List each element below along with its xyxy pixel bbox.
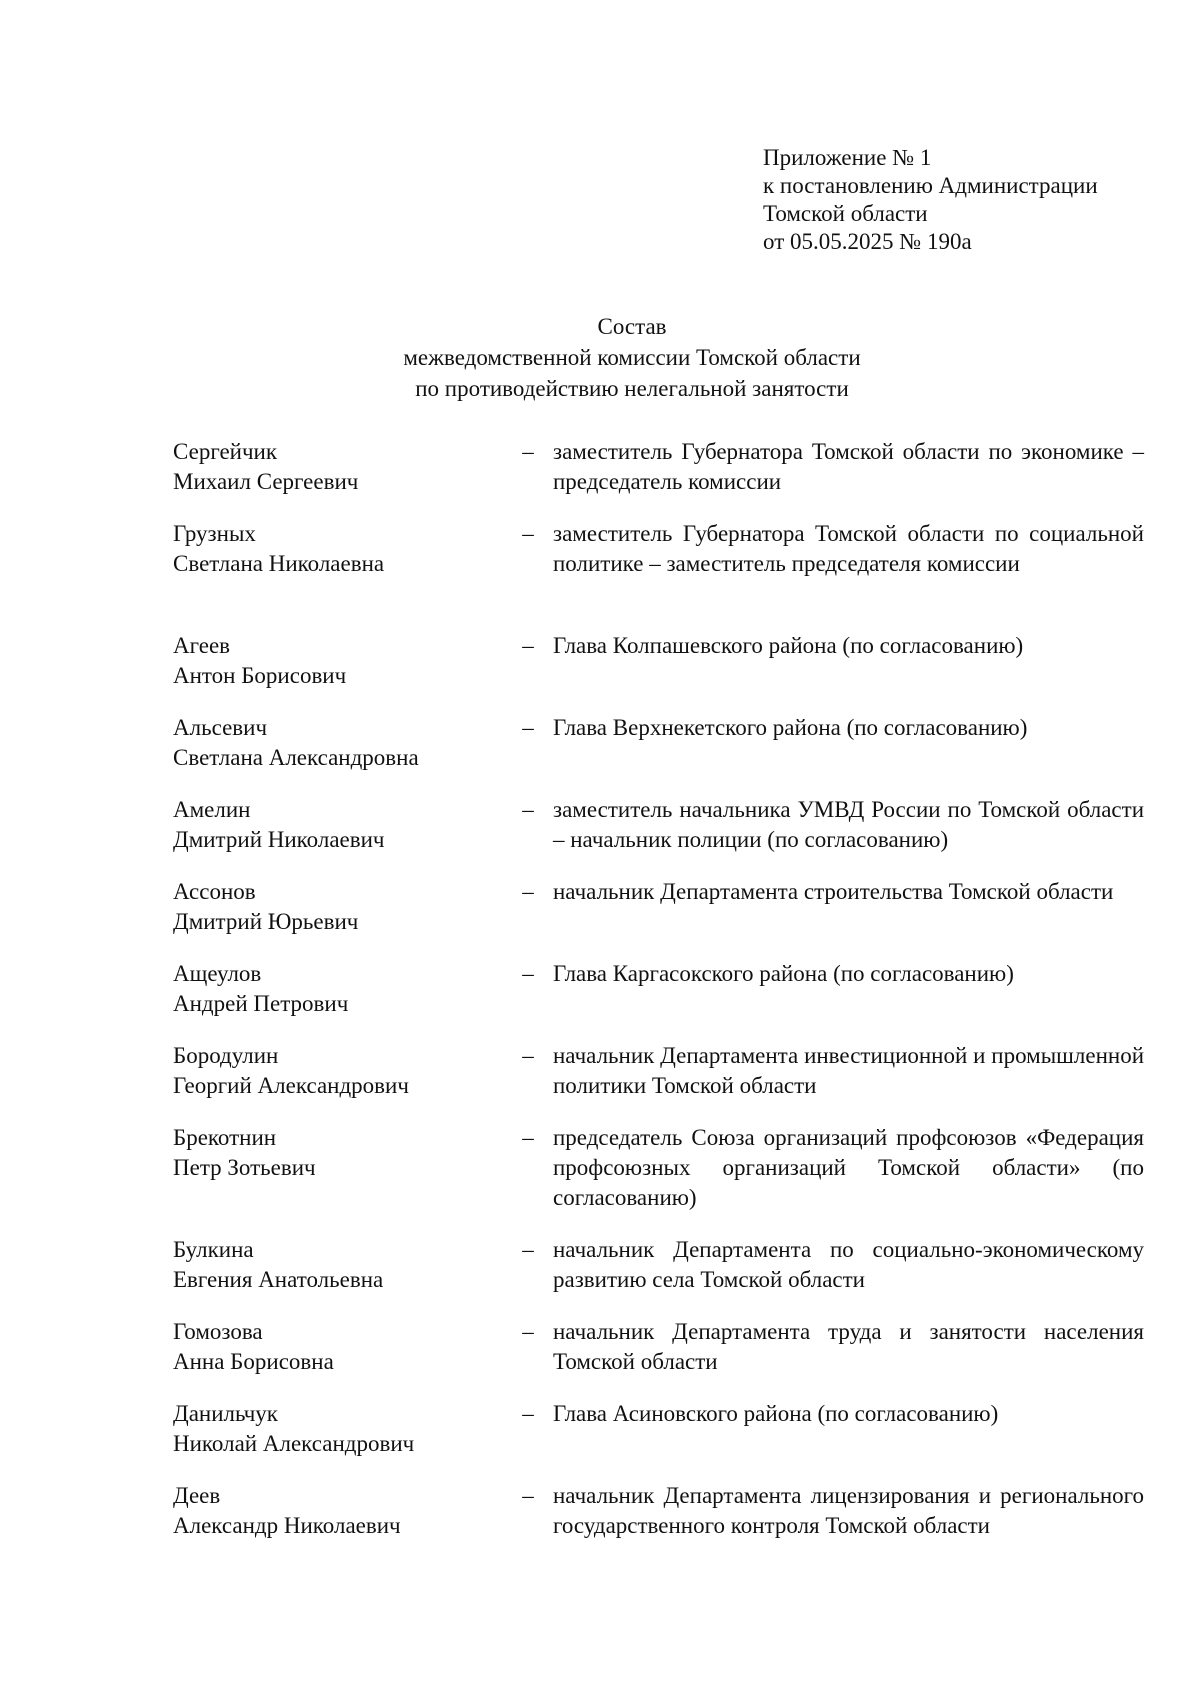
member-name	[173, 631, 503, 691]
member-name	[173, 1481, 503, 1541]
member-given-names: Александр Николаевич	[173, 1513, 401, 1538]
member-surname: Брекотнин	[173, 1125, 277, 1150]
member-name	[173, 519, 503, 579]
member-row	[173, 713, 1144, 795]
member-name	[173, 1399, 503, 1459]
member-given-names: Михаил Сергеевич	[173, 469, 359, 494]
members-list	[173, 437, 1144, 1593]
title-line-3: по противодействию нелегальной занятости	[415, 376, 849, 401]
member-row	[173, 877, 1144, 959]
member-name	[173, 437, 503, 497]
member-name	[173, 959, 503, 1019]
member-given-names: Евгения Анатольевна	[173, 1267, 384, 1292]
member-row	[173, 519, 1144, 631]
member-given-names: Петр Зотьевич	[173, 1155, 316, 1180]
member-name	[173, 1317, 503, 1377]
member-position: Глава Каргасокского района (по согласованию)	[553, 961, 1014, 986]
member-dash: –	[522, 879, 534, 904]
member-dash: –	[522, 1125, 534, 1150]
member-surname: Деев	[173, 1483, 221, 1508]
member-dash: –	[522, 1043, 534, 1068]
member-name	[173, 1235, 503, 1295]
member-row	[173, 1123, 1144, 1235]
member-position: Глава Верхнекетского района (по согласованию)	[553, 715, 1028, 740]
member-given-names: Дмитрий Николаевич	[173, 827, 385, 852]
member-position: заместитель Губернатора Томской области по социальной политике – заместитель председателя комиссии	[553, 521, 1144, 576]
member-dash: –	[522, 521, 534, 546]
member-row	[173, 631, 1144, 713]
member-given-names: Светлана Александровна	[173, 745, 419, 770]
member-position: председатель Союза организаций профсоюзов «Федерация профсоюзных организаций Томской области» (по согласованию)	[553, 1125, 1144, 1210]
member-dash: –	[522, 439, 534, 464]
member-dash: –	[522, 1483, 534, 1508]
member-dash: –	[522, 797, 534, 822]
member-row	[173, 1481, 1144, 1593]
member-dash: –	[522, 633, 534, 658]
member-position: заместитель начальника УМВД России по Томской области – начальник полиции (по согласованию)	[553, 797, 1144, 852]
member-position: Глава Колпашевского района (по согласованию)	[553, 633, 1024, 658]
title-line-1: Состав	[597, 314, 667, 339]
member-name	[173, 795, 503, 855]
member-name	[173, 1123, 503, 1183]
member-row	[173, 959, 1144, 1041]
member-row	[173, 437, 1144, 519]
member-surname: Амелин	[173, 797, 251, 822]
appendix-line-3: Томской области	[763, 201, 928, 226]
member-row	[173, 1399, 1144, 1481]
member-surname: Агеев	[173, 633, 231, 658]
document-title	[0, 311, 1200, 404]
member-surname: Ассонов	[173, 879, 256, 904]
member-surname: Ащеулов	[173, 961, 262, 986]
member-given-names: Анна Борисовна	[173, 1349, 334, 1374]
member-dash: –	[522, 1237, 534, 1262]
member-given-names: Антон Борисович	[173, 663, 347, 688]
member-surname: Данильчук	[173, 1401, 278, 1426]
member-name	[173, 877, 503, 937]
member-position: начальник Департамента по социально-экономическому развитию села Томской области	[553, 1237, 1144, 1292]
member-given-names: Николай Александрович	[173, 1431, 415, 1456]
member-given-names: Георгий Александрович	[173, 1073, 409, 1098]
member-position: начальник Департамента лицензирования и регионального государственного контроля Томской области	[553, 1483, 1144, 1538]
member-given-names: Андрей Петрович	[173, 991, 349, 1016]
member-row	[173, 795, 1144, 877]
member-surname: Сергейчик	[173, 439, 278, 464]
member-row	[173, 1041, 1144, 1123]
appendix-line-1: Приложение № 1	[763, 145, 932, 170]
member-dash: –	[522, 1319, 534, 1344]
member-position: начальник Департамента инвестиционной и промышленной политики Томской области	[553, 1043, 1144, 1098]
title-line-2: межведомственной комиссии Томской области	[403, 345, 861, 370]
member-surname: Альсевич	[173, 715, 268, 740]
member-position: Глава Асиновского района (по согласованию)	[553, 1401, 999, 1426]
appendix-header	[763, 144, 1098, 256]
member-position: заместитель Губернатора Томской области по экономике – председатель комиссии	[553, 439, 1144, 494]
member-name	[173, 1041, 503, 1101]
member-dash: –	[522, 715, 534, 740]
member-dash: –	[522, 1401, 534, 1426]
member-surname: Грузных	[173, 521, 256, 546]
member-position: начальник Департамента строительства Томской области	[553, 879, 1114, 904]
appendix-line-4: от 05.05.2025 № 190а	[763, 229, 972, 254]
appendix-line-2: к постановлению Администрации	[763, 173, 1098, 198]
member-position: начальник Департамента труда и занятости населения Томской области	[553, 1319, 1144, 1374]
member-row	[173, 1317, 1144, 1399]
member-name	[173, 713, 503, 773]
member-surname: Гомозова	[173, 1319, 263, 1344]
member-surname: Бородулин	[173, 1043, 279, 1068]
member-surname: Булкина	[173, 1237, 254, 1262]
member-dash: –	[522, 961, 534, 986]
member-given-names: Дмитрий Юрьевич	[173, 909, 359, 934]
member-row	[173, 1235, 1144, 1317]
member-given-names: Светлана Николаевна	[173, 551, 385, 576]
